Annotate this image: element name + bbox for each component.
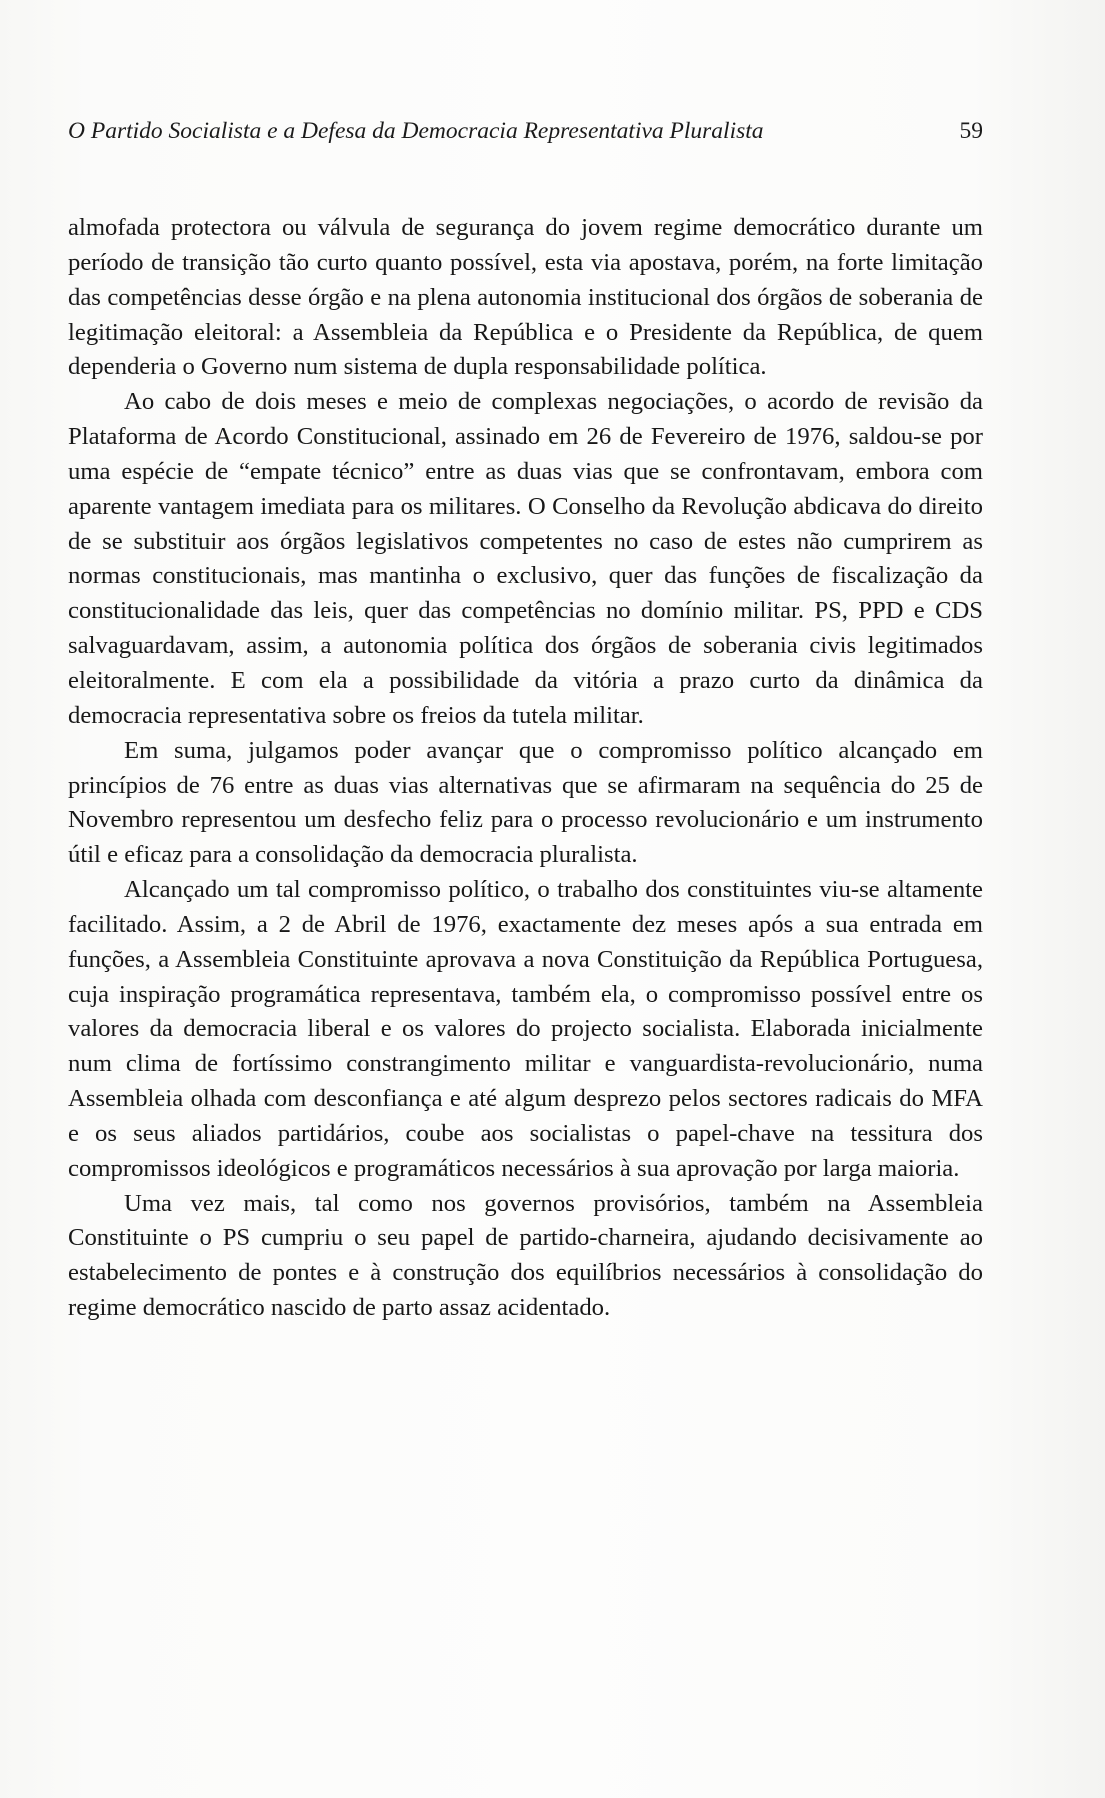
paragraph: Ao cabo de dois meses e meio de complexas negociações, o acordo de revisão da Plataforma de Acordo Constitucional, assinado em 26 de Fevereiro de 1976, saldou-se por uma espécie de “empate técnico” entre as duas vias que se confrontavam, embora com aparente vantagem imediata para os militares. O Conselho da Revolução abdicava do direito de se substituir aos órgãos legislativos competentes no caso de estes não cumprirem as normas constitucionais, mas mantinha o exclusivo, quer das funções de fiscalização da constitucionalidade das leis, quer das competências no domínio militar. PS, PPD e CDS salvaguardavam, assim, a autonomia política dos órgãos de soberania civis legitimados eleitoralmente. E com ela a possibilidade da vitória a prazo curto da dinâmica da democracia representativa sobre os freios da tutela militar. — [68, 388, 983, 729]
paragraph: Uma vez mais, tal como nos governos provisórios, também na Assembleia Constituinte o PS cumpriu o seu papel de partido-charneira, ajudando decisivamente ao estabelecimento de pontes e à construção dos equilíbrios necessários à consolidação do regime democrático nascido de parto assaz acidentado. — [68, 1189, 983, 1322]
body-text — [68, 211, 983, 1326]
page-number: 59 — [959, 118, 983, 144]
paragraph-continued: almofada protectora ou válvula de segurança do jovem regime democrático durante um período de transição tão curto quanto possível, esta via apostava, porém, na forte limitação das competências desse órgão e na plena autonomia institucional dos órgãos de soberania de legitimação eleitoral: a Assembleia da República e o Presidente da República, de quem dependeria o Governo num sistema de dupla responsabilidade política. — [68, 214, 983, 381]
running-header — [68, 118, 983, 152]
paragraph: Alcançado um tal compromisso político, o trabalho dos constituintes viu-se altamente facilitado. Assim, a 2 de Abril de 1976, exactamente dez meses após a sua entrada em funções, a Assembleia Constituinte aprovava a nova Constituição da República Portuguesa, cuja inspiração programática representava, também ela, o compromisso possível entre os valores da democracia liberal e os valores do projecto socialista. Elaborada inicialmente num clima de fortíssimo constrangimento militar e vanguardista-revolucionário, numa Assembleia olhada com desconfiança e até algum desprezo pelos sectores radicais do MFA e os seus aliados partidários, coube aos socialistas o papel-chave na tessitura dos compromissos ideológicos e programáticos necessários à sua aprovação por larga maioria. — [68, 876, 983, 1182]
paragraph: Em suma, julgamos poder avançar que o compromisso político alcançado em princípios de 76 entre as duas vias alternativas que se afirmaram na sequência do 25 de Novembro representou um desfecho feliz para o processo revolucionário e um instrumento útil e eficaz para a consolidação da democracia pluralista. — [68, 736, 983, 869]
running-title: O Partido Socialista e a Defesa da Democracia Representativa Pluralista — [68, 118, 764, 144]
